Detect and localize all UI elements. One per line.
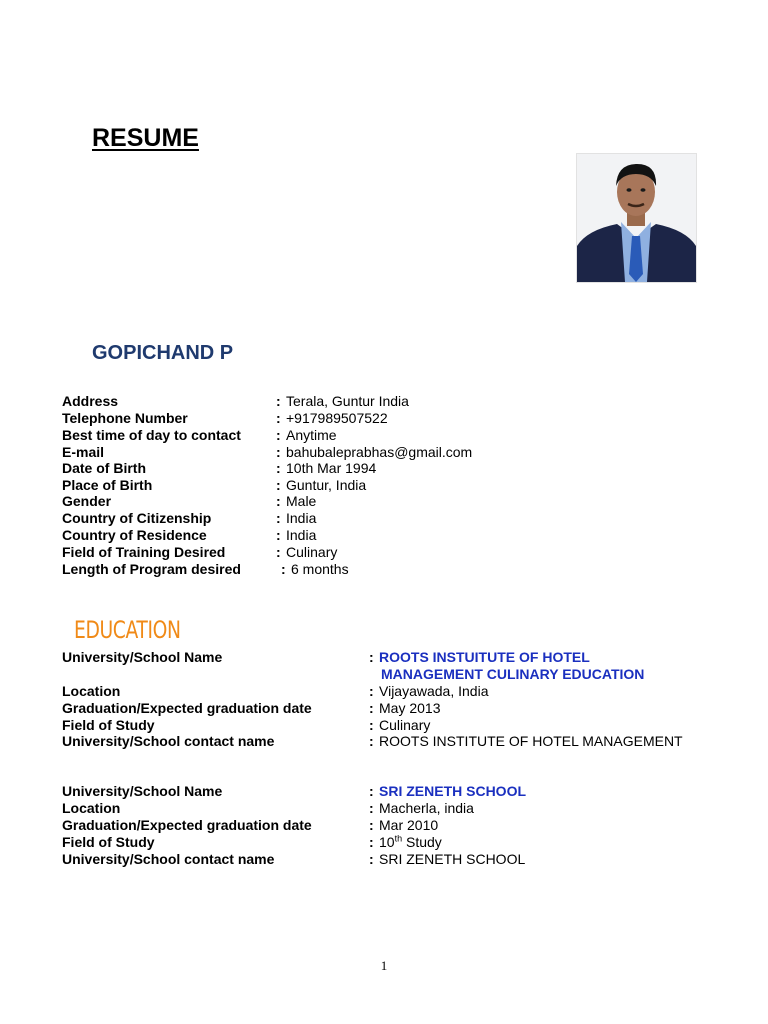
colon: : bbox=[276, 427, 281, 443]
edu-label: Field of Study bbox=[62, 834, 155, 850]
info-label: Date of Birth bbox=[62, 460, 146, 476]
portrait-icon bbox=[577, 154, 696, 282]
edu-value: SRI ZENETH SCHOOL bbox=[379, 851, 526, 867]
colon: : bbox=[276, 510, 281, 526]
info-value: Guntur, India bbox=[286, 477, 367, 493]
edu-label: University/School Name bbox=[62, 649, 223, 665]
edu-value: May 2013 bbox=[379, 700, 441, 716]
colon: : bbox=[369, 834, 374, 850]
edu-label: Location bbox=[62, 800, 121, 816]
edu-value: Macherla, india bbox=[379, 800, 474, 816]
education-heading: EDUCATION bbox=[74, 616, 181, 644]
edu-field-suffix: th bbox=[394, 833, 403, 844]
colon: : bbox=[276, 527, 281, 543]
info-label: Country of Citizenship bbox=[62, 510, 212, 526]
colon: : bbox=[276, 410, 281, 426]
info-value: +917989507522 bbox=[286, 410, 388, 426]
info-label: Best time of day to contact bbox=[62, 427, 241, 443]
info-label: E-mail bbox=[62, 444, 105, 460]
colon: : bbox=[276, 393, 281, 409]
colon: : bbox=[369, 733, 374, 749]
edu-label: University/School Name bbox=[62, 783, 223, 799]
colon: : bbox=[281, 561, 286, 577]
info-label: Country of Residence bbox=[62, 527, 207, 543]
info-value: Culinary bbox=[286, 544, 338, 560]
info-label: Address bbox=[62, 393, 119, 409]
colon: : bbox=[369, 851, 374, 867]
edu-school-name: SRI ZENETH SCHOOL bbox=[379, 783, 527, 799]
info-value: India bbox=[286, 510, 317, 526]
info-value: Terala, Guntur India bbox=[286, 393, 409, 409]
page-number: 1 bbox=[380, 958, 388, 973]
colon: : bbox=[369, 817, 374, 833]
colon: : bbox=[369, 783, 374, 799]
colon: : bbox=[369, 700, 374, 716]
info-value: bahubaleprabhas@gmail.com bbox=[286, 444, 473, 460]
info-value: Male bbox=[286, 493, 317, 509]
portrait-photo bbox=[576, 153, 697, 283]
colon: : bbox=[369, 800, 374, 816]
info-value: Anytime bbox=[286, 427, 337, 443]
colon: : bbox=[276, 444, 281, 460]
colon: : bbox=[369, 683, 374, 699]
edu-school-name-cont: MANAGEMENT CULINARY EDUCATION bbox=[381, 666, 645, 682]
info-label: Length of Program desired bbox=[62, 561, 241, 577]
edu-school-name: ROOTS INSTUITUTE OF HOTEL bbox=[379, 649, 590, 665]
edu-field-rest: Study bbox=[402, 834, 442, 850]
resume-title: RESUME bbox=[92, 124, 199, 152]
edu-value: Mar 2010 bbox=[379, 817, 439, 833]
colon: : bbox=[276, 493, 281, 509]
edu-label: Field of Study bbox=[62, 717, 155, 733]
colon: : bbox=[276, 460, 281, 476]
edu-value bbox=[379, 834, 442, 851]
edu-value: Culinary bbox=[379, 717, 431, 733]
info-value: 10th Mar 1994 bbox=[286, 460, 377, 476]
info-label: Field of Training Desired bbox=[62, 544, 226, 560]
edu-label: Graduation/Expected graduation date bbox=[62, 700, 312, 716]
info-label: Telephone Number bbox=[62, 410, 188, 426]
edu-value: Vijayawada, India bbox=[379, 683, 489, 699]
edu-label: Location bbox=[62, 683, 121, 699]
colon: : bbox=[276, 477, 281, 493]
edu-value: ROOTS INSTITUTE OF HOTEL MANAGEMENT bbox=[379, 733, 683, 749]
edu-label: Graduation/Expected graduation date bbox=[62, 817, 312, 833]
candidate-name: GOPICHAND P bbox=[92, 342, 234, 364]
info-value: 6 months bbox=[291, 561, 349, 577]
edu-label: University/School contact name bbox=[62, 851, 275, 867]
colon: : bbox=[369, 649, 374, 665]
edu-field-number: 10 bbox=[379, 834, 395, 850]
colon: : bbox=[276, 544, 281, 560]
colon: : bbox=[369, 717, 374, 733]
info-value: India bbox=[286, 527, 317, 543]
info-label: Place of Birth bbox=[62, 477, 153, 493]
edu-label: University/School contact name bbox=[62, 733, 275, 749]
info-label: Gender bbox=[62, 493, 112, 509]
